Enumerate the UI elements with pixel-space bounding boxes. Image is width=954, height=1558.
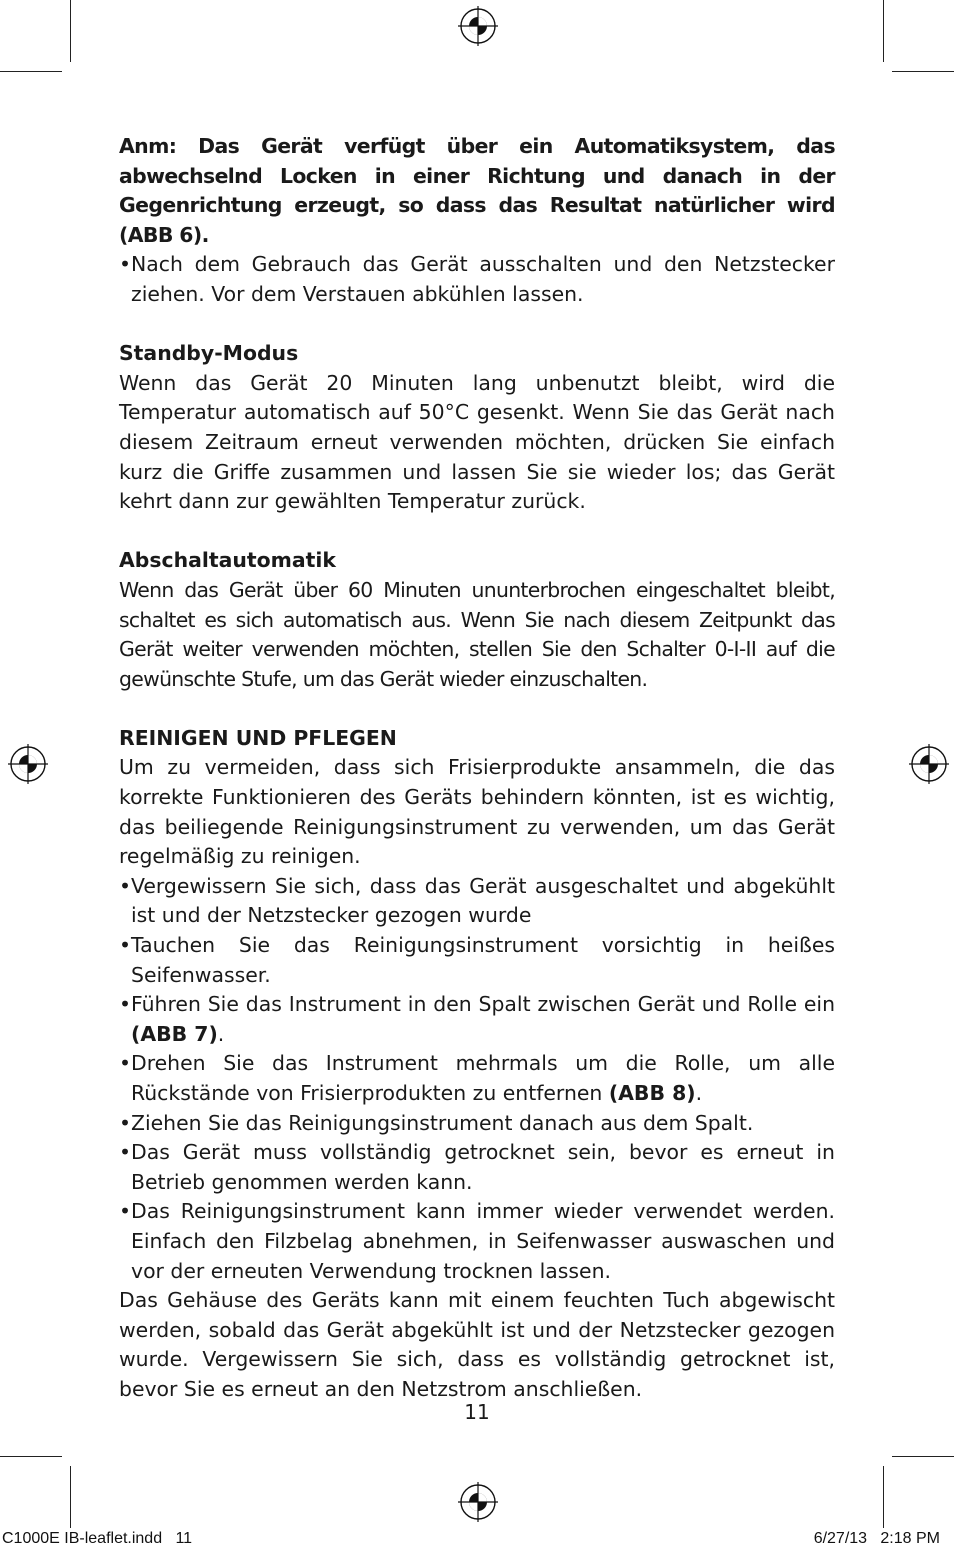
bullet-icon: • xyxy=(119,1110,132,1135)
list-item-text: Führen Sie das Instrument in den Spalt zwischen Gerät und Rolle ein xyxy=(131,992,835,1017)
list-item: • Drehen Sie das Instrument mehrmals um die Rolle, um alle Rückstände von Frisierprodukten zu entfernen (ABB 8). xyxy=(119,1051,835,1105)
list-item-text: Vergewissern Sie sich, dass das Gerät ausgeschaltet und abgekühlt ist und der Netzstecker gezogen wurde xyxy=(131,873,835,928)
list-item-text: Ziehen Sie das Reinigungsinstrument danach aus dem Spalt. xyxy=(131,1110,754,1135)
list-item-text: Nach dem Gebrauch das Gerät ausschalten und den Netzstecker ziehen. Vor dem Verstauen abkühlen lassen. xyxy=(131,252,835,306)
registration-mark-icon xyxy=(458,1482,498,1522)
list-item xyxy=(119,1197,835,1286)
list-item-text: Drehen Sie das Instrument mehrmals um die Rolle, um alle Rückstände von Frisierprodukten zu entfernen xyxy=(131,1051,835,1105)
standby-paragraph: Wenn das Gerät 20 Minuten lang unbenutzt bleibt, wird die Temperatur automatisch auf 50°C gesenkt. Wenn Sie das Gerät nach diesem Zeitraum erneut verwenden möchten, drücken Sie einfach kurz die Griffe zusammen und lassen Sie sie wieder los; das Gerät kehrt dann zur gewählten Temperatur zurück. xyxy=(119,370,835,514)
figure-reference: (ABB 8) xyxy=(608,1081,696,1105)
registration-mark-icon xyxy=(458,6,498,46)
list-item-text: Das Gerät muss vollständig getrocknet sein, bevor es erneut in Betrieb genommen werden kann. xyxy=(131,1140,835,1194)
crop-mark xyxy=(892,1456,954,1457)
list-item xyxy=(119,931,835,990)
note-paragraph: Anm: Das Gerät verfügt über ein Automatiksystem, das abwechselnd Locken in einer Richtung und danach in der Gegenrichtung erzeugt, so dass das Resultat natürlicher wird (ABB 6). xyxy=(119,134,835,247)
bullet-icon: • xyxy=(119,1140,132,1165)
bullet-icon: • xyxy=(119,873,132,898)
list-item xyxy=(119,250,835,309)
cleaning-intro-paragraph: Um zu vermeiden, dass sich Frisierprodukte ansammeln, die das korrekte Funktionieren des Geräts behindern könnten, ist es wichtig, das beiliegende Reinigungsinstrument zu verwenden, um das Gerät regelmäßig zu reinigen. xyxy=(119,755,835,869)
crop-mark xyxy=(70,0,71,62)
shutoff-paragraph: Wenn das Gerät über 60 Minuten ununterbrochen eingeschaltet bleibt, schaltet es sich automatisch aus. Wenn Sie nach diesem Zeitpunkt das Gerät weiter verwenden möchten, stellen Sie den Schalter 0-I-II auf die gewünschte Stufe, um das Gerät wieder einzuschalten. xyxy=(119,577,835,691)
bullet-icon: • xyxy=(119,252,132,277)
crop-mark xyxy=(892,71,954,72)
crop-mark xyxy=(883,0,884,62)
slug-timestamp: 6/27/13 2:18 PM xyxy=(813,1530,940,1547)
page-number: 11 xyxy=(464,1400,490,1424)
cleaning-outro-paragraph: Das Gehäuse des Geräts kann mit einem feuchten Tuch abgewischt werden, sobald das Gerät abgekühlt ist und der Netzstecker gezogen wurde. Vergewissern Sie sich, dass es vollständig getrocknet ist, bevor Sie es erneut an den Netzstrom anschließen. xyxy=(119,1288,835,1401)
bullet-icon: • xyxy=(119,992,132,1017)
crop-mark xyxy=(0,71,62,72)
bullet-icon: • xyxy=(119,933,132,958)
list-item-text: Das Reinigungsinstrument kann immer wieder verwendet werden. Einfach den Filzbelag abnehmen, in Seifenwasser auswaschen und vor der erneuten Verwendung trocknen lassen. xyxy=(131,1199,835,1283)
section-heading-cleaning: REINIGEN UND PFLEGEN xyxy=(119,725,397,750)
page-body xyxy=(119,132,835,1405)
bullet-icon: • xyxy=(119,1199,132,1224)
crop-mark xyxy=(0,1456,62,1457)
list-item: • Führen Sie das Instrument in den Spalt zwischen Gerät und Rolle ein (ABB 7). xyxy=(119,992,835,1046)
list-item xyxy=(119,1109,835,1139)
crop-mark xyxy=(70,1466,71,1528)
list-item xyxy=(119,1138,835,1197)
figure-reference: (ABB 7) xyxy=(131,1021,218,1046)
slug-file-info: C1000E IB-leaflet.indd 11 xyxy=(2,1530,193,1547)
list-item-text: Tauchen Sie das Reinigungsinstrument vorsichtig in heißes Seifenwasser. xyxy=(131,933,835,987)
crop-mark xyxy=(883,1466,884,1528)
list-item xyxy=(119,872,835,931)
intro-bullet-list xyxy=(119,250,835,309)
registration-mark-icon xyxy=(8,744,48,784)
section-heading-standby: Standby-Modus xyxy=(119,341,299,366)
section-heading-shutoff: Abschaltautomatik xyxy=(119,548,336,573)
cleaning-bullet-list xyxy=(119,872,835,1286)
bullet-icon: • xyxy=(119,1051,132,1076)
registration-mark-icon xyxy=(909,744,949,784)
